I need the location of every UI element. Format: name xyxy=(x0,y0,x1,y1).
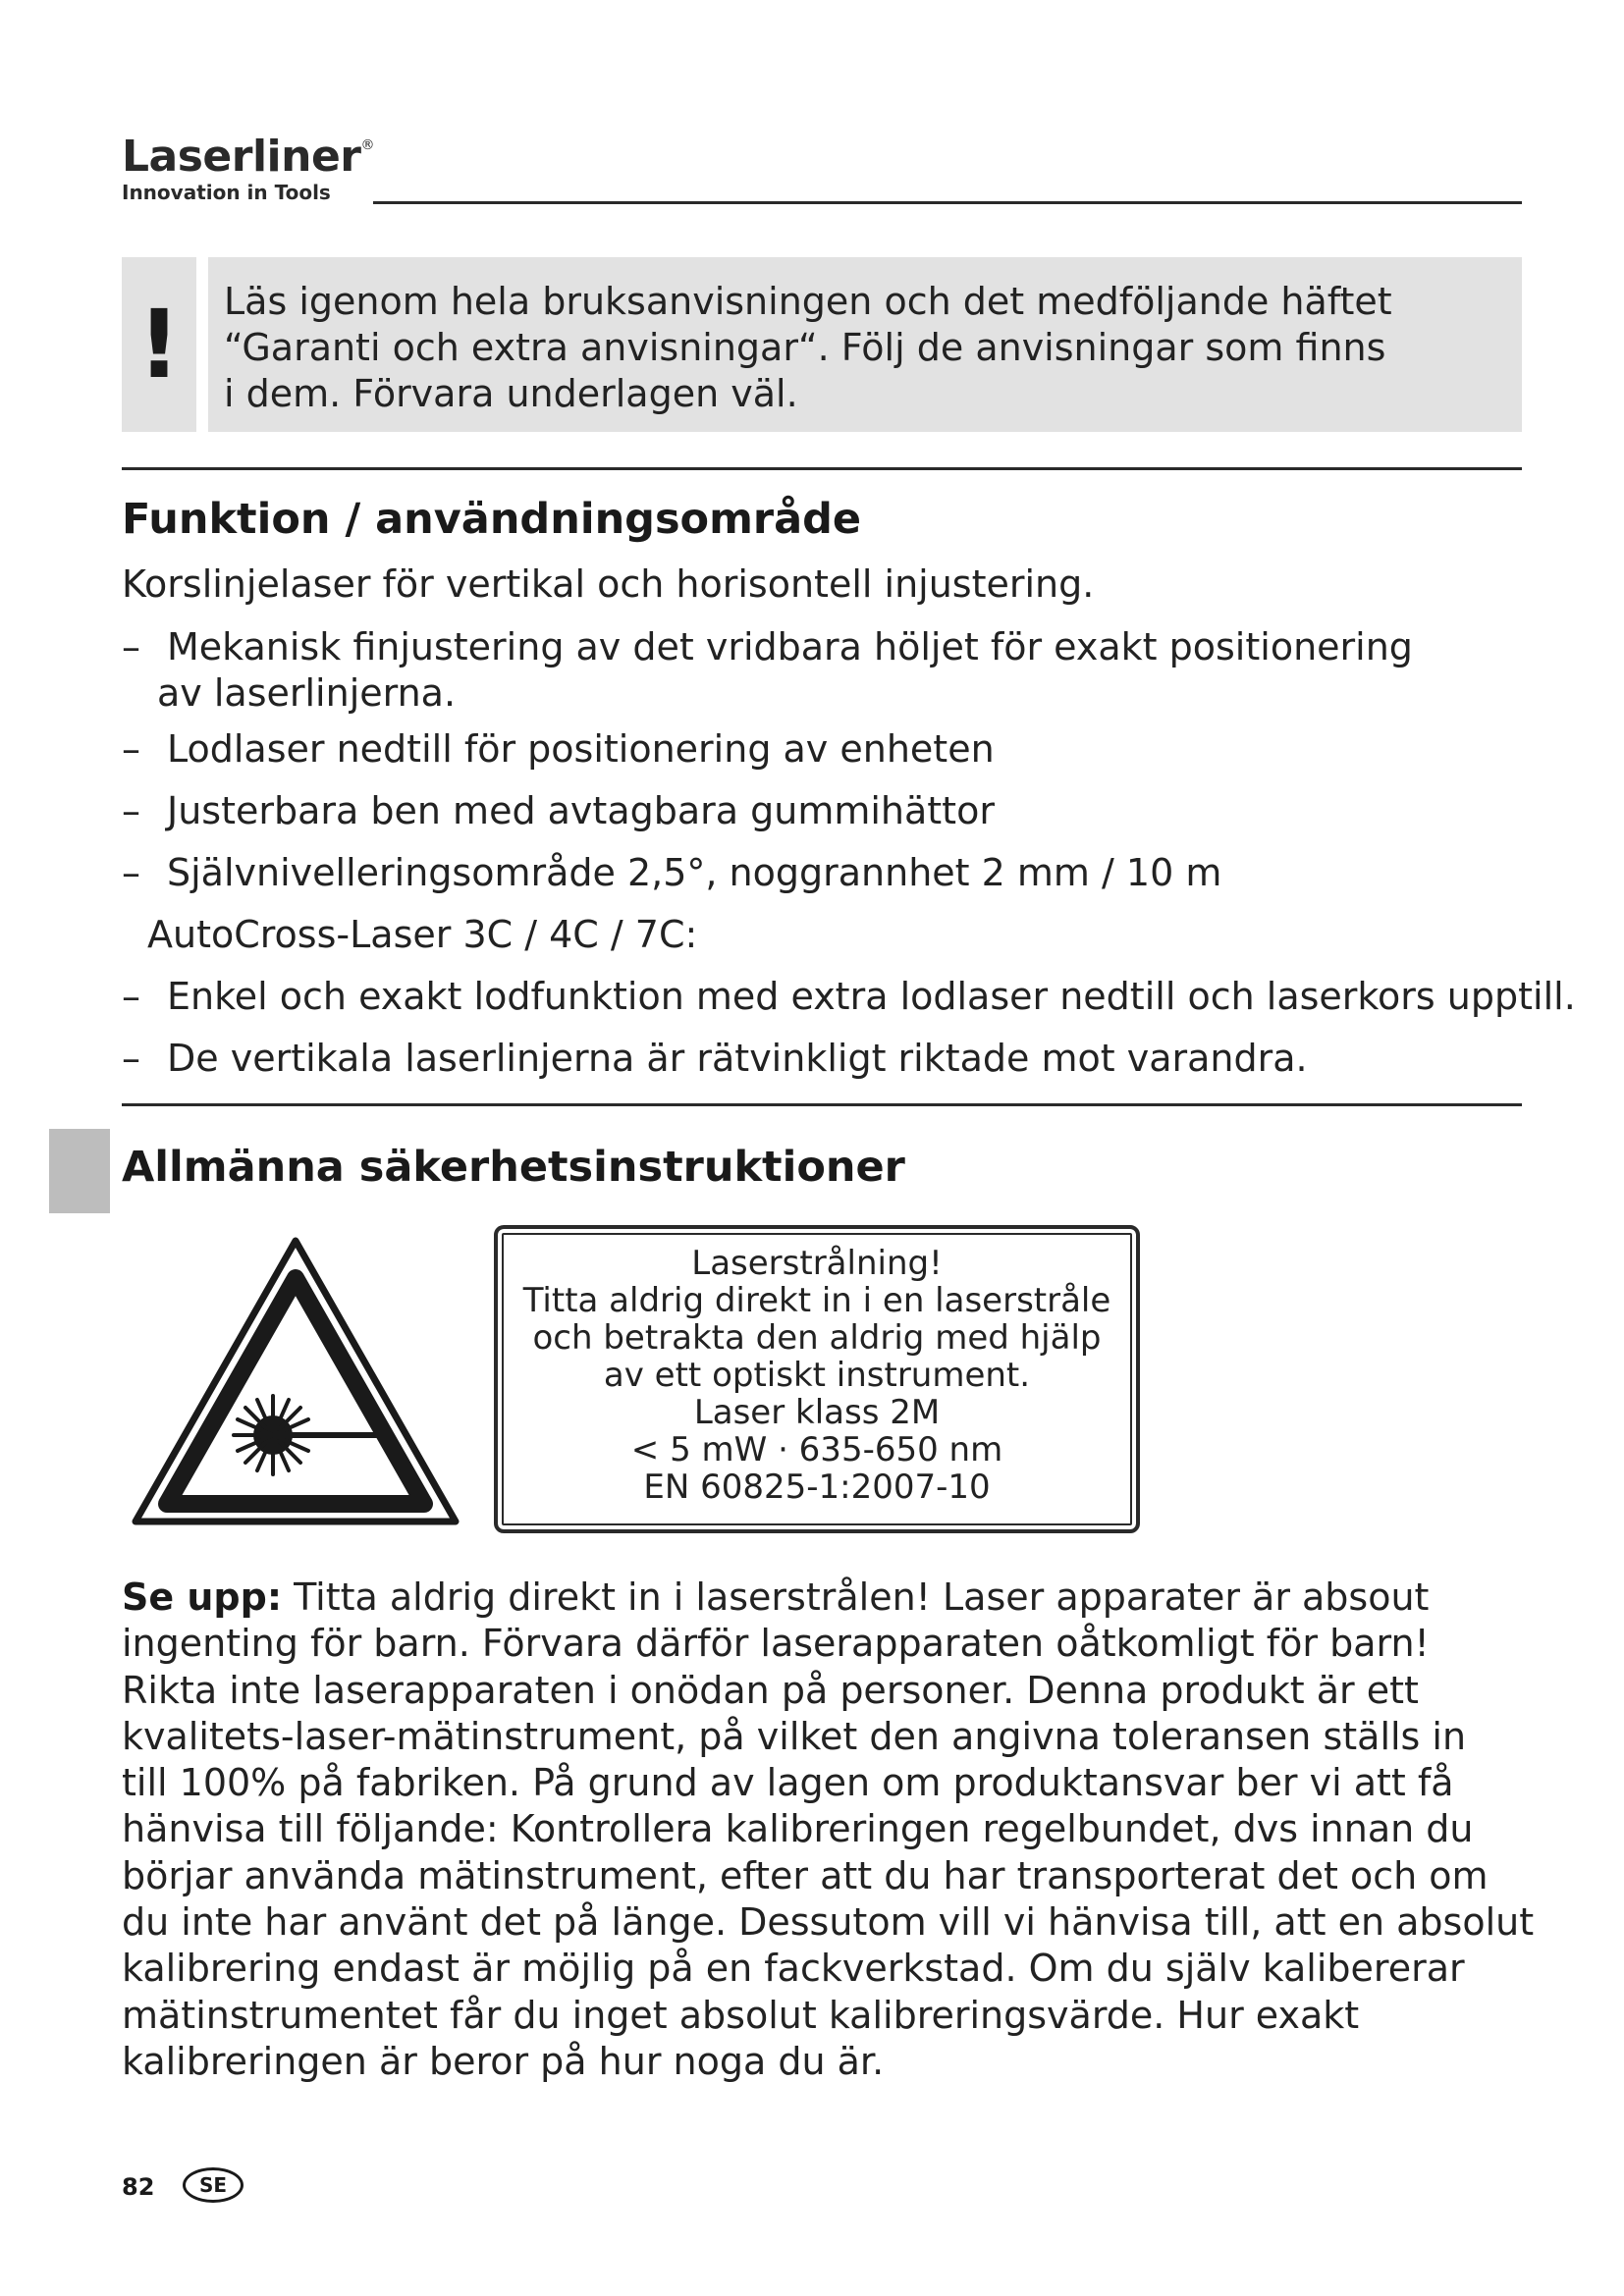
list-dash: – xyxy=(122,625,140,668)
paragraph-line xyxy=(122,1575,1536,1621)
header-rule xyxy=(373,201,1522,204)
paragraph-line: kvalitets-laser-mätinstrument, på vilket den angivna toleransen ställs in xyxy=(122,1714,1467,1758)
paragraph-line: mätinstrumentet får du inget absolut kalibreringsvärde. Hur exakt xyxy=(122,1993,1360,2037)
notice-line: “Garanti och extra anvisningar“. Följ de anvisningar som finns xyxy=(224,326,1386,369)
section-divider xyxy=(122,1103,1522,1106)
list-item: Lodlaser nedtill för positionering av enheten xyxy=(167,727,995,771)
brand-logo xyxy=(122,132,374,182)
model-heading: AutoCross-Laser 3C / 4C / 7C: xyxy=(147,913,698,956)
notice-line: i dem. Förvara underlagen väl. xyxy=(224,372,798,415)
notice-box xyxy=(208,257,1522,432)
list-dash: – xyxy=(122,789,140,832)
paragraph-line: ingenting för barn. Förvara därför laserapparaten oåtkomligt för barn! xyxy=(122,1622,1430,1666)
list-dash: – xyxy=(122,727,140,771)
label-line: Titta aldrig direkt in i en laserstråle xyxy=(522,1281,1111,1320)
list-item-continuation: av laserlinjerna. xyxy=(157,671,457,715)
page-number: 82 xyxy=(122,2173,155,2201)
paragraph-line: kalibrering endast är möjlig på en fackverkstad. Om du själv kalibererar xyxy=(122,1947,1465,1991)
list-item: Enkel och exakt lodfunktion med extra lodlaser nedtill och laserkors upptill. xyxy=(167,975,1576,1018)
caution-paragraph xyxy=(122,1575,1536,2085)
list-item: Justerbara ben med avtagbara gummihättor xyxy=(167,789,995,832)
list-item: Självnivelleringsområde 2,5°, noggrannhet 2 mm / 10 m xyxy=(167,851,1222,894)
paragraph-text: Titta aldrig direkt in i laserstrålen! Laser apparater är absout xyxy=(282,1575,1430,1619)
label-line: och betrakta den aldrig med hjälp xyxy=(532,1318,1102,1358)
laser-warning-label xyxy=(494,1225,1140,1533)
paragraph-line: till 100% på fabriken. På grund av lagen om produktansvar ber vi att få xyxy=(122,1761,1454,1805)
paragraph-line: kalibreringen är beror på hur noga du är. xyxy=(122,2039,885,2083)
laser-warning-triangle-icon xyxy=(126,1231,465,1533)
paragraph-line: Rikta inte laserapparaten i onödan på personer. Denna produkt är ett xyxy=(122,1668,1419,1712)
function-section-title: Funktion / användningsområde xyxy=(122,495,862,544)
brand-tagline: Innovation in Tools xyxy=(122,181,331,204)
registered-mark: ® xyxy=(360,137,374,154)
list-item: De vertikala laserlinjerna är rätvinkligt riktade mot varandra. xyxy=(167,1037,1308,1080)
language-badge: SE xyxy=(183,2167,244,2203)
function-intro: Korslinjelaser för vertikal och horisontell injustering. xyxy=(122,562,1095,606)
section-divider xyxy=(122,467,1522,470)
paragraph-line: du inte har använt det på länge. Dessutom vill vi hänvisa till, att en absolut xyxy=(122,1900,1535,1945)
list-dash: – xyxy=(122,975,140,1018)
caution-label: Se upp: xyxy=(122,1575,283,1619)
label-line: Laser klass 2M xyxy=(693,1393,941,1432)
label-line: EN 60825-1:2007-10 xyxy=(643,1468,991,1507)
section-side-tab xyxy=(49,1129,110,1213)
brand-name: Laserliner xyxy=(122,132,361,182)
list-dash: – xyxy=(122,1037,140,1080)
notice-line: Läs igenom hela bruksanvisningen och det medföljande häftet xyxy=(224,280,1392,323)
list-dash: – xyxy=(122,851,140,894)
safety-section-title: Allmänna säkerhetsinstruktioner xyxy=(122,1143,905,1192)
list-item: Mekanisk finjustering av det vridbara höljet för exakt positionering xyxy=(167,625,1413,668)
label-line: av ett optiskt instrument. xyxy=(603,1356,1031,1395)
paragraph-line: hänvisa till följande: Kontrollera kalibreringen regelbundet, dvs innan du xyxy=(122,1807,1474,1851)
label-line: < 5 mW · 635-650 nm xyxy=(630,1430,1003,1469)
paragraph-line: börjar använda mätinstrument, efter att du har transporterat det och om xyxy=(122,1853,1489,1897)
exclamation-icon: ! xyxy=(122,257,196,432)
label-line: Laserstrålning! xyxy=(691,1244,943,1283)
